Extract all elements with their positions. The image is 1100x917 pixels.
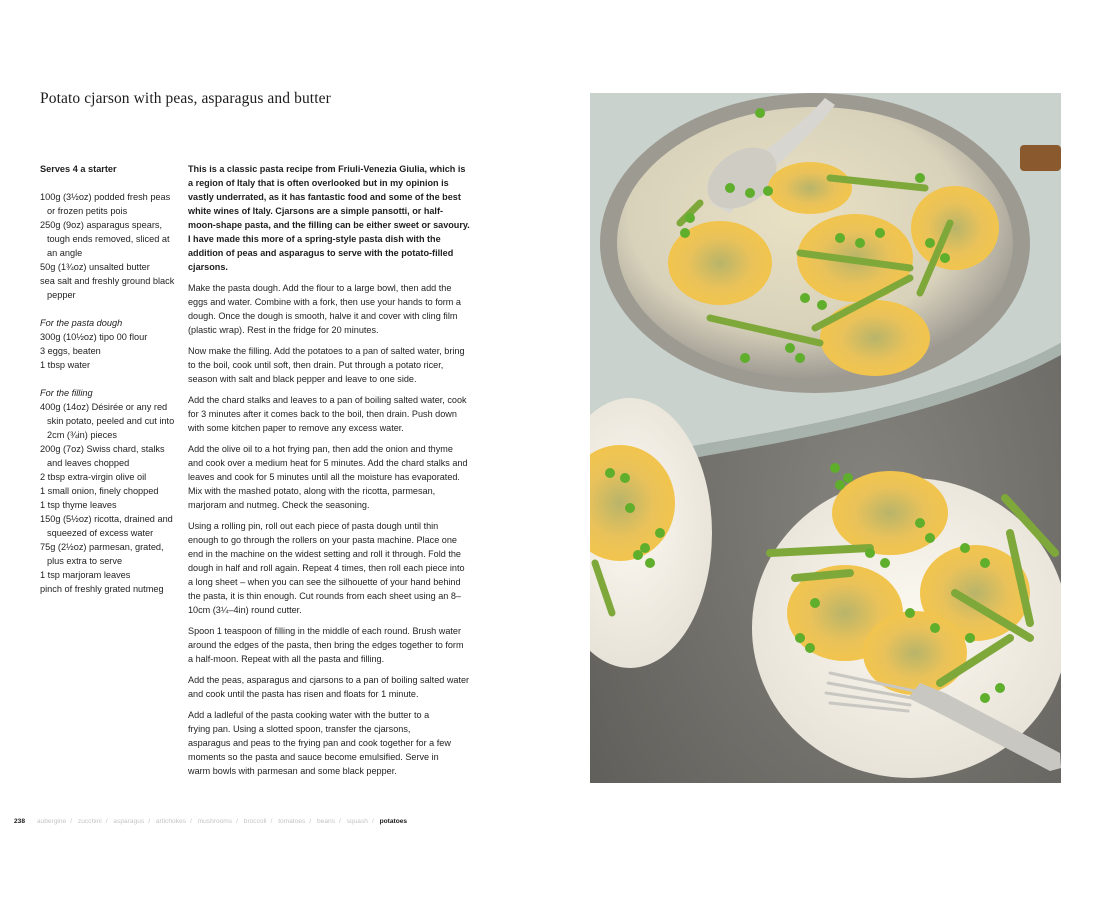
chapter-nav-item[interactable]: mushrooms — [197, 818, 233, 825]
ingredient-item: 2 tbsp extra-virgin olive oil — [40, 472, 147, 482]
pea — [905, 608, 915, 618]
pea — [620, 473, 630, 483]
ingredient-item: pinch of freshly grated nutmeg — [40, 584, 164, 594]
pea — [745, 188, 755, 198]
recipe-photo — [590, 93, 1061, 783]
pea — [740, 353, 750, 363]
chapter-nav-item[interactable]: zucchini — [77, 818, 102, 825]
pea — [915, 518, 925, 528]
ingredient-item: 100g (3½oz) podded fresh peas or frozen petits pois — [40, 192, 171, 216]
pan-handle — [1020, 145, 1061, 171]
food-illustration — [590, 93, 1061, 783]
pea — [817, 300, 827, 310]
ingredient-item: sea salt and freshly ground black pepper — [40, 276, 175, 300]
asparagus-spear — [795, 573, 850, 578]
pea — [795, 633, 805, 643]
filling-heading: For the filling — [40, 388, 93, 398]
method-step: Spoon 1 teaspoon of filling in the middle of each round. Brush water around the edges of the pasta, then bring the edges together to form a half-moon. Repeat with all the pasta and filling. — [188, 626, 464, 664]
ingredient-item: 1 tsp thyme leaves — [40, 500, 117, 510]
nav-separator: / — [70, 818, 73, 825]
pea — [980, 558, 990, 568]
nav-separator: / — [270, 818, 273, 825]
method-column — [188, 162, 470, 785]
ingredient-item: 300g (10½oz) tipo 00 flour — [40, 332, 148, 342]
nav-separator: / — [338, 818, 341, 825]
ingredient-list-main — [40, 190, 178, 302]
ingredient-list-filling — [40, 400, 178, 596]
pea — [925, 533, 935, 543]
pea — [880, 558, 890, 568]
chapter-nav-item-active[interactable]: potatoes — [379, 818, 408, 825]
pea — [835, 480, 845, 490]
method-step: Add the peas, asparagus and cjarsons to a pan of boiling salted water and cook until the pasta has risen and floats for 1 minute. — [188, 675, 470, 699]
pea — [795, 353, 805, 363]
pea — [645, 558, 655, 568]
method-step: Now make the filling. Add the potatoes to a pan of salted water, bring to the boil, cook until soft, then drain. Put through a potato ricer, season with salt and black pepper and leave to one side. — [188, 346, 465, 384]
nav-separator: / — [189, 818, 192, 825]
nav-separator: / — [371, 818, 374, 825]
ingredient-item: 1 small onion, finely chopped — [40, 486, 159, 496]
ingredient-item: 3 eggs, beaten — [40, 346, 101, 356]
method-step: Add the olive oil to a hot frying pan, then add the onion and thyme and cook over a medium heat for 5 minutes. Add the chard stalks and leaves and cook for 5 minutes until all the moisture has evaporated. Mix with the mashed potato, along with the ricotta, parmesan, marjoram and nutmeg. Check the seasoning. — [188, 444, 468, 510]
pea — [960, 543, 970, 553]
pea — [865, 548, 875, 558]
recipe-title: Potato cjarson with peas, asparagus and butter — [40, 90, 331, 107]
pea — [755, 108, 765, 118]
ingredient-item: 400g (14oz) Désirée or any red skin potato, peeled and cut into 2cm (¾in) pieces — [40, 402, 175, 440]
pea — [995, 683, 1005, 693]
asparagus-spear — [770, 548, 870, 553]
pea — [915, 173, 925, 183]
pea — [605, 468, 615, 478]
method-step: Add a ladleful of the pasta cooking water with the butter to a frying pan. Using a slotted spoon, transfer the cjarsons, asparagus and peas to the frying pan and cook together for a few moments so the pasta and sauce become emulsified. Serve in warm bowls with parmesan and some black pepper. — [188, 710, 451, 776]
ingredient-item: 1 tbsp water — [40, 360, 91, 370]
pea — [810, 598, 820, 608]
ingredient-item: 200g (7oz) Swiss chard, stalks and leaves chopped — [40, 444, 165, 468]
pea — [805, 643, 815, 653]
ingredient-item: 75g (2½oz) parmesan, grated, plus extra to serve — [40, 542, 164, 566]
pea — [655, 528, 665, 538]
nav-separator: / — [309, 818, 312, 825]
pea — [980, 693, 990, 703]
pea — [875, 228, 885, 238]
pea — [633, 550, 643, 560]
ingredients-column — [40, 162, 178, 596]
ingredient-item: 150g (5½oz) ricotta, drained and squeezed of excess water — [40, 514, 173, 538]
ingredient-item: 1 tsp marjoram leaves — [40, 570, 131, 580]
serves-label: Serves 4 a starter — [40, 164, 117, 174]
pea — [785, 343, 795, 353]
chapter-nav — [37, 818, 407, 825]
ingredient-item: 50g (1¾oz) unsalted butter — [40, 262, 150, 272]
chapter-nav-item[interactable]: beans — [317, 818, 335, 825]
nav-separator: / — [148, 818, 151, 825]
pea — [680, 228, 690, 238]
cjarson — [768, 162, 852, 214]
method-step: Make the pasta dough. Add the flour to a large bowl, then add the eggs and water. Combine with a fork, then use your hands to form a dough. Once the dough is smooth, halve it and cover with cling film (plastic wrap). Rest in the fridge for 20 minutes. — [188, 283, 461, 335]
pea — [855, 238, 865, 248]
pea — [685, 213, 695, 223]
method-step: Using a rolling pin, roll out each piece of pasta dough until thin enough to go through the rollers on your pasta machine. Place one end in the machine on the widest setting and roll it through. Fold the dough in half and roll again. Repeat 4 times, then roll each piece into a long sheet – when you can see the silhouette of your hand behind the pasta, it is thin enough. Cut rounds from each sheet using an 8–10cm (3¼–4in) round cutter. — [188, 521, 465, 615]
pea — [843, 473, 853, 483]
chapter-nav-item[interactable]: aubergine — [36, 818, 67, 825]
chapter-nav-item[interactable]: squash — [346, 818, 368, 825]
page-number: 238 — [14, 818, 26, 825]
pea — [800, 293, 810, 303]
pasta-dough-heading: For the pasta dough — [40, 318, 123, 328]
chapter-nav-item[interactable]: artichokes — [155, 818, 186, 825]
ingredient-item: 250g (9oz) asparagus spears, tough ends removed, sliced at an angle — [40, 220, 170, 258]
pea — [835, 233, 845, 243]
chapter-nav-item[interactable]: broccoli — [243, 818, 267, 825]
nav-separator: / — [236, 818, 238, 825]
ingredient-list-pasta-dough — [40, 330, 178, 372]
pea — [940, 253, 950, 263]
pea — [725, 183, 735, 193]
pea — [763, 186, 773, 196]
chapter-nav-item[interactable]: tomatoes — [278, 818, 306, 825]
pea — [965, 633, 975, 643]
cjarson — [911, 186, 999, 270]
pea — [625, 503, 635, 513]
cjarson — [820, 300, 930, 376]
pea — [925, 238, 935, 248]
pea — [830, 463, 840, 473]
page-footer — [14, 818, 407, 825]
recipe-intro: This is a classic pasta recipe from Friuli-Venezia Giulia, which is a region of Italy that is often overlooked but in my opinion is vastly underrated, as it has fantastic food and some of the best white wines of Italy. Cjarsons are a simple pansotti, or half-moon-shape pasta, and the filling can be either sweet or savoury. I have made this more of a spring-style pasta dish with the addition of peas and asparagus to serve with the potato-filled cjarsons. — [188, 164, 470, 272]
method-step: Add the chard stalks and leaves to a pan of boiling salted water, cook for 3 minutes after it comes back to the boil, then drain. Push down with some kitchen paper to remove any excess water. — [188, 395, 467, 433]
pea — [930, 623, 940, 633]
chapter-nav-item[interactable]: asparagus — [113, 818, 145, 825]
nav-separator: / — [105, 818, 108, 825]
